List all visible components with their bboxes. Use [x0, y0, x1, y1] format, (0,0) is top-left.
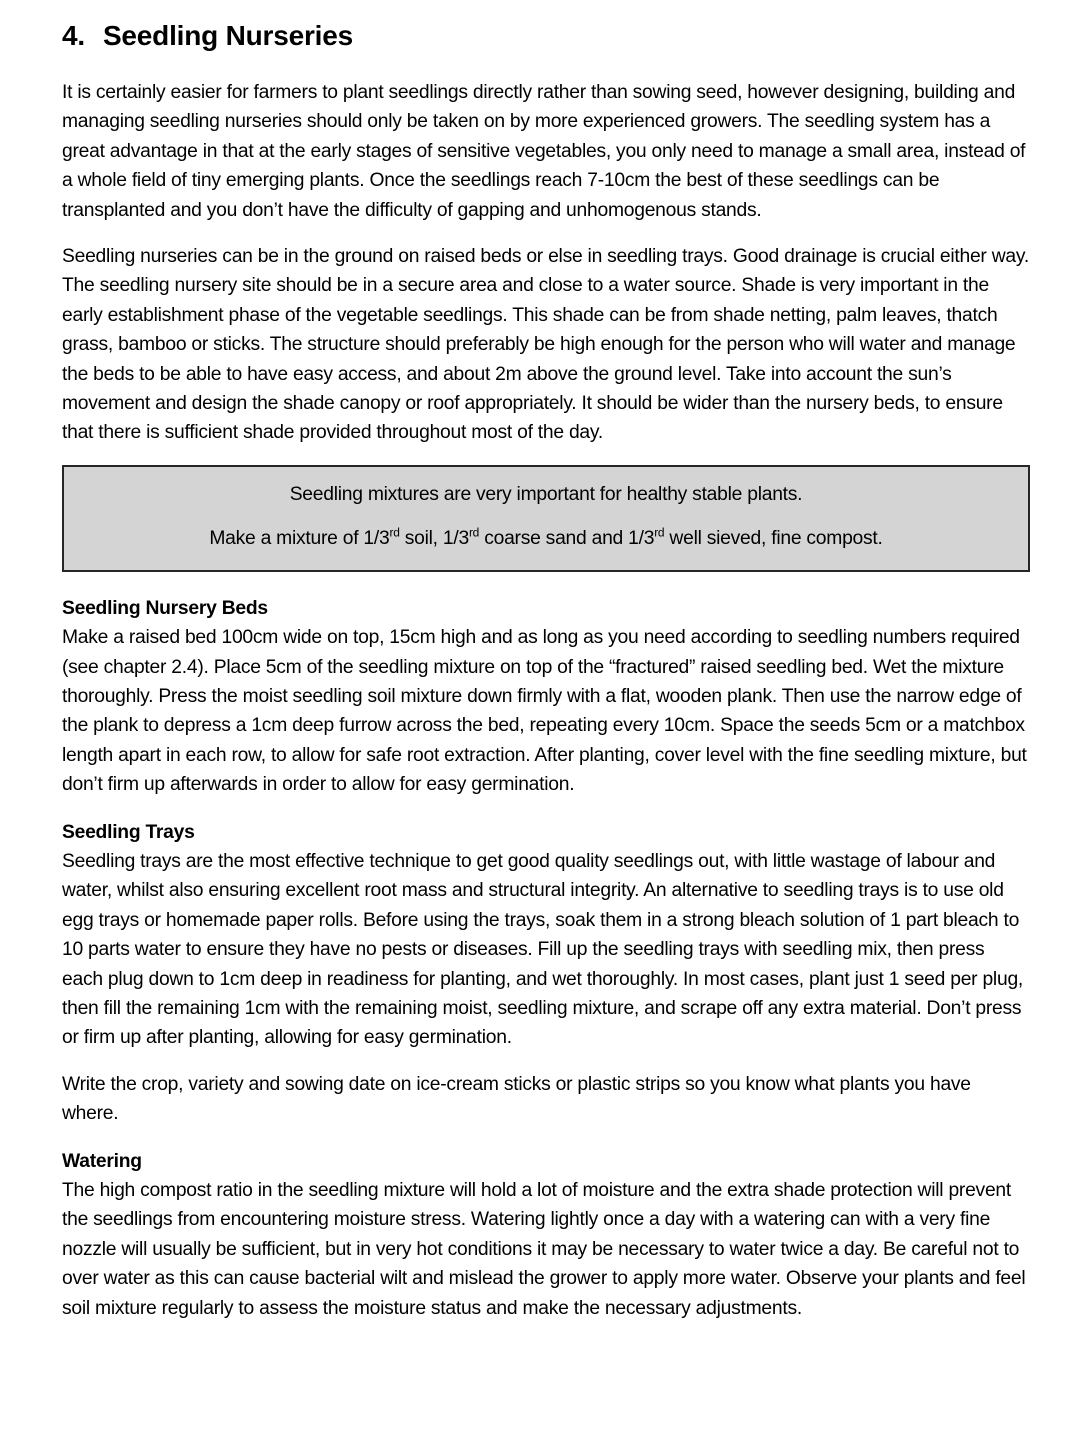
seedling-nursery-beds-paragraph: Make a raised bed 100cm wide on top, 15cm high and as long as you need according to seedling numbers required (see chapter 2.4). Place 5cm of the seedling mixture on top of the “fractured” raised seedling bed. Wet the mixture thoroughly. Press the moist seedling soil mixture down firmly with a flat, wooden plank. Then use the narrow edge of the plank to depress a 1cm deep furrow across the bed, repeating every 10cm. Space the seeds 5cm or a matchbox length apart in each row, to allow for safe root extraction. After planting, cover level with the fine seedling mixture, but don’t firm up afterwards in order to allow for easy germination.: [62, 627, 1027, 796]
ordinal-superscript: rd: [468, 525, 480, 540]
seedling-mixture-callout-box: [62, 465, 1030, 572]
ordinal-superscript: rd: [654, 525, 665, 540]
intro-paragraph-2: Seedling nurseries can be in the ground on raised beds or else in seedling trays. Good drainage is crucial either way. The seedling nursery site should be in a secure area and close to a water source. Shade is very important in the early establishment phase of the vegetable seedlings. This shade can be from shade netting, palm leaves, thatch grass, bamboo or sticks. The structure should preferably be high enough for the person who will water and manage the beds to be able to have easy access, and about 2m above the ground level. Take into account the sun’s movement and design the shade canopy or roof appropriately. It should be wider than the nursery beds, to ensure that there is sufficient shade provided throughout most of the day.: [62, 246, 1029, 444]
page-title-number: 4.: [62, 20, 85, 51]
page-title: [62, 20, 1030, 52]
page-title-text: Seedling Nurseries: [102, 20, 354, 51]
section-heading-seedling-nursery-beds: Seedling Nursery Beds: [62, 597, 268, 619]
labelling-note-paragraph: Write the crop, variety and sowing date on ice-cream sticks or plastic strips so you know what plants you have where.: [62, 1073, 971, 1125]
callout-line-2: [88, 524, 1004, 553]
intro-paragraph-1: It is certainly easier for farmers to plant seedlings directly rather than sowing seed, however designing, building and managing seedling nurseries should only be taken on by more experienced growers. The seedling system has a great advantage in that at the early stages of sensitive vegetables, you only need to manage a small area, instead of a whole field of tiny emerging plants. Once the seedlings reach 7-10cm the best of these seedlings can be transplanted and you don’t have the difficulty of gapping and unhomogenous stands.: [62, 82, 1026, 221]
seedling-trays-paragraph: Seedling trays are the most effective technique to get good quality seedlings out, with little wastage of labour and water, whilst also ensuring excellent root mass and structural integrity. An alternative to seedling trays is to use old egg trays or homemade paper rolls. Before using the trays, soak them in a strong bleach solution of 1 part bleach to 10 parts water to ensure they have no pests or diseases. Fill up the seedling trays with seedling mix, then press each plug down to 1cm deep in readiness for planting, and wet thoroughly. In most cases, plant just 1 seed per plug, then fill the remaining 1cm with the remaining moist, seedling mixture, and scrape off any extra material. Don’t press or firm up after planting, allowing for easy germination.: [62, 850, 1024, 1049]
section-heading-seedling-trays: Seedling Trays: [62, 821, 195, 843]
watering-paragraph: The high compost ratio in the seedling mixture will hold a lot of moisture and the extra shade protection will prevent the seedlings from encountering moisture stress. Watering lightly once a day with a watering can with a very fine nozzle will usually be sufficient, but in very hot conditions it may be necessary to water twice a day. Be careful not to over water as this can cause bacterial wilt and mislead the grower to apply more water. Observe your plants and feel soil mixture regularly to assess the moisture status and make the necessary adjustments.: [62, 1180, 1026, 1319]
section-heading-watering: Watering: [62, 1150, 142, 1172]
ordinal-superscript: rd: [389, 525, 400, 540]
callout-line-2-text: Make a mixture of 1/3: [209, 528, 390, 550]
callout-line-2-text: well sieved, fine compost.: [664, 528, 883, 550]
callout-line-1: Seedling mixtures are very important for healthy stable plants.: [289, 483, 803, 505]
callout-line-2-text: coarse sand and 1/3: [479, 528, 655, 550]
callout-line-2-text: soil, 1/3: [399, 528, 469, 550]
